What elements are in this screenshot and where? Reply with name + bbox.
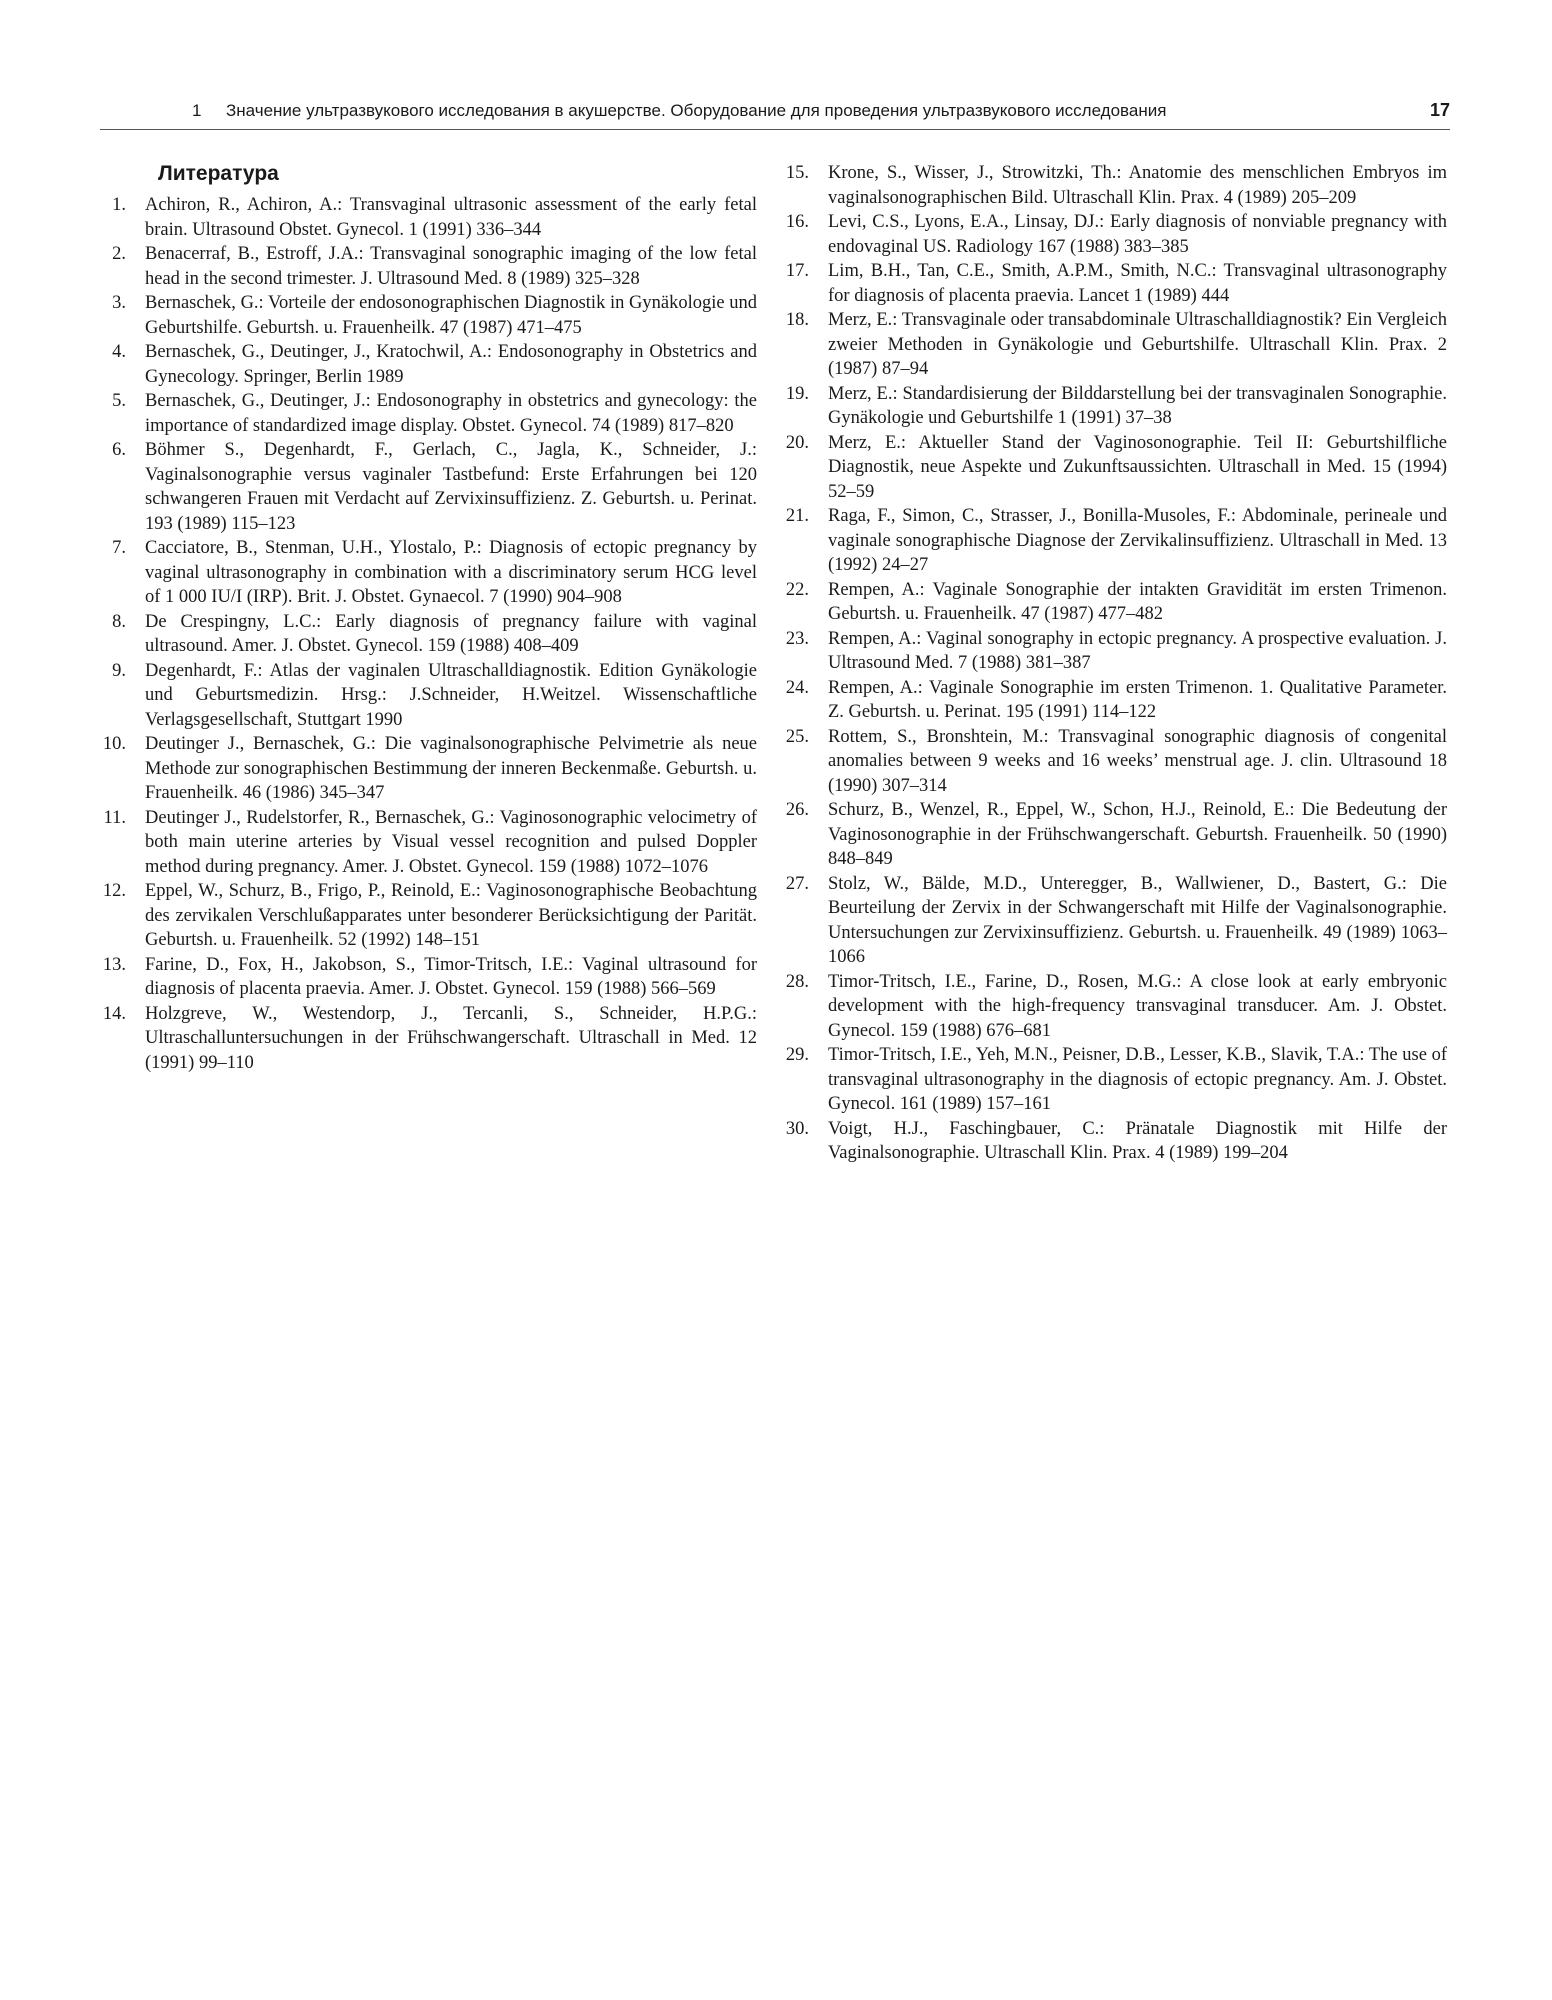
reference-text: Levi, C.S., Lyons, E.A., Linsay, DJ.: Early diagnosis of nonviable pregnancy with endovaginal US. Radiology 167 (1988) 383–385 <box>828 212 1447 257</box>
reference-number: 28. <box>785 971 809 992</box>
reference-text: Schurz, B., Wenzel, R., Eppel, W., Schon, H.J., Reinold, E.: Die Bedeutung der Vaginosonographie in der Frühschwangerschaft. Geburtsh. Frauenheilk. 50 (1990) 848–849 <box>828 800 1447 869</box>
reference-number: 2. <box>112 244 126 264</box>
reference-number: 17. <box>785 261 809 281</box>
reference-item <box>100 291 757 340</box>
reference-number: 18. <box>785 310 809 330</box>
reference-text: Degenhardt, F.: Atlas der vaginalen Ultraschalldiagnostik. Edition Gynäkologie und Geburtsmedizin. Hrsg.: J.Schneider, H.Weitzel. Wissenschaftliche Verlagsgesellschaft, Stuttgart 1990 <box>145 660 757 730</box>
reference-text: Bernaschek, G.: Vorteile der endosonographischen Diagnostik in Gynäkologie und Geburtshilfe. Geburtsh. u. Frauenheilk. 47 (1987) 471–475 <box>145 293 757 338</box>
reference-text: Achiron, R., Achiron, A.: Transvaginal ultrasonic assessment of the early fetal brain. Ultrasound Obstet. Gynecol. 1 (1991) 336–344 <box>145 195 757 240</box>
page-header <box>100 99 1450 130</box>
reference-item <box>783 259 1447 308</box>
reference-text: Stolz, W., Bälde, M.D., Unteregger, B., Wallwiener, D., Bastert, G.: Die Beurteilung der Zervix in der Schwangerschaft mit Hilfe der Vaginalsonographie. Untersuchungen zur Zervixinsuffizienz. Geburtsh. u. Frauenheilk. 49 (1989) 1063–1066 <box>828 873 1447 967</box>
reference-item <box>100 438 757 536</box>
reference-number: 14. <box>102 1003 126 1024</box>
reference-text: Rempen, A.: Vaginale Sonographie im ersten Trimenon. 1. Qualitative Parameter. Z. Geburtsh. u. Perinat. 195 (1991) 114–122 <box>828 677 1447 722</box>
reference-number: 7. <box>112 538 126 558</box>
reference-text: Deutinger J., Bernaschek, G.: Die vaginalsonographische Pelvimetrie als neue Methode zur sonographischen Bestimmung der inneren Beckenmaße. Geburtsh. u. Frauenheilk. 46 (1986) 345–347 <box>145 734 757 803</box>
reference-text: Krone, S., Wisser, J., Strowitzki, Th.: Anatomie des menschlichen Embryos im vaginalsonographischen Bild. Ultraschall Klin. Prax. 4 (1989) 205–209 <box>828 163 1447 208</box>
reference-number: 16. <box>785 212 809 232</box>
reference-number: 12. <box>102 881 126 901</box>
reference-item <box>100 536 757 610</box>
reference-text: Timor-Tritsch, I.E., Yeh, M.N., Peisner, D.B., Lesser, K.B., Slavik, T.A.: The use of transvaginal ultrasonography in the diagnosis of ectopic pregnancy. Am. J. Obstet. Gynecol. 161 (1989) 157–161 <box>828 1045 1447 1114</box>
reference-number: 30. <box>785 1118 809 1139</box>
reference-number: 3. <box>112 293 126 313</box>
reference-text: Merz, E.: Aktueller Stand der Vaginosonographie. Teil II: Geburtshilfliche Diagnostik, neue Aspekte und Zukunftsaussichten. Ultraschall in Med. 15 (1994) 52–59 <box>828 432 1447 502</box>
reference-item <box>783 1043 1447 1117</box>
reference-item <box>783 1117 1447 1166</box>
reference-item <box>783 210 1447 259</box>
reference-number: 8. <box>112 611 126 632</box>
reference-item <box>100 732 757 806</box>
reference-number: 4. <box>112 342 126 362</box>
reference-item <box>100 610 757 659</box>
reference-number: 20. <box>785 432 809 453</box>
reference-number: 26. <box>785 800 809 820</box>
reference-item <box>783 798 1447 872</box>
reference-item <box>783 382 1447 431</box>
reference-number: 5. <box>112 391 126 411</box>
references-right-column <box>783 161 1447 1166</box>
reference-item <box>100 953 757 1002</box>
reference-number: 19. <box>785 383 809 404</box>
reference-text: Bernaschek, G., Deutinger, J., Kratochwil, A.: Endosonography in Obstetrics and Gynecology. Springer, Berlin 1989 <box>145 342 757 387</box>
page-number: 17 <box>1429 100 1450 120</box>
references-left-column <box>100 193 757 1075</box>
reference-number: 22. <box>785 579 809 600</box>
reference-item <box>783 161 1447 210</box>
reference-item <box>783 578 1447 627</box>
reference-item <box>100 389 757 438</box>
reference-text: Timor-Tritsch, I.E., Farine, D., Rosen, M.G.: A close look at early embryonic development with the high-frequency transvaginal transducer. Am. J. Obstet. Gynecol. 159 (1988) 676–681 <box>828 971 1447 1041</box>
reference-text: Merz, E.: Transvaginale oder transabdominale Ultraschalldiagnostik? Ein Vergleich zweier Methoden in Gynäkologie und Geburtshilfe. Ultraschall Klin. Prax. 2 (1987) 87–94 <box>828 310 1447 379</box>
reference-item <box>100 1002 757 1076</box>
reference-number: 9. <box>112 660 126 681</box>
reference-item <box>783 872 1447 970</box>
reference-item <box>783 676 1447 725</box>
reference-text: Böhmer S., Degenhardt, F., Gerlach, C., Jagla, K., Schneider, J.: Vaginalsonographie versus vaginaler Tastbefund: Erste Erfahrungen bei 120 schwangeren Frauen mit Verdacht auf Zervixinsuffizienz. Z. Geburtsh. u. Perinat. 193 (1989) 115–123 <box>145 440 757 534</box>
reference-text: Holzgreve, W., Westendorp, J., Tercanli, S., Schneider, H.P.G.: Ultraschalluntersuchungen in der Frühschwangerschaft. Ultraschall in Med. 12 (1991) 99–110 <box>145 1003 757 1073</box>
reference-text: Merz, E.: Standardisierung der Bilddarstellung bei der transvaginalen Sonographie. Gynäkologie und Geburtshilfe 1 (1991) 37–38 <box>828 383 1447 428</box>
running-title: Значение ультразвукового исследования в акушерстве. Оборудование для проведения ультразвукового исследования <box>226 101 1167 120</box>
reference-number: 25. <box>785 726 809 747</box>
reference-item <box>100 806 757 880</box>
chapter-number: 1 <box>192 101 202 120</box>
reference-item <box>783 504 1447 578</box>
reference-text: Deutinger J., Rudelstorfer, R., Bernaschek, G.: Vaginosonographic velocimetry of both main uterine arteries by Visual vessel recognition and pulsed Doppler method during pregnancy. Amer. J. Obstet. Gynecol. 159 (1988) 1072–1076 <box>145 807 757 877</box>
reference-number: 27. <box>785 873 809 894</box>
reference-number: 24. <box>785 677 809 698</box>
reference-number: 15. <box>785 163 809 183</box>
reference-item <box>783 970 1447 1044</box>
section-title: Литература <box>158 162 279 185</box>
reference-text: Cacciatore, B., Stenman, U.H., Ylostalo, P.: Diagnosis of ectopic pregnancy by vaginal ultrasonography in combination with a discriminatory serum HCG level of 1 000 IU/I (IRP). Brit. J. Obstet. Gynaecol. 7 (1990) 904–908 <box>145 538 757 607</box>
reference-item <box>783 431 1447 505</box>
reference-item <box>100 193 757 242</box>
reference-item <box>783 627 1447 676</box>
reference-item <box>783 308 1447 382</box>
reference-text: Voigt, H.J., Faschingbauer, C.: Pränatale Diagnostik mit Hilfe der Vaginalsonographie. Ultraschall Klin. Prax. 4 (1989) 199–204 <box>828 1118 1447 1163</box>
reference-text: Raga, F., Simon, C., Strasser, J., Bonilla-Musoles, F.: Abdominale, perineale und vaginale sonographische Diagnose der Zervikalinsuffizienz. Ultraschall in Med. 13 (1992) 24–27 <box>828 506 1447 575</box>
reference-item <box>783 725 1447 799</box>
reference-number: 23. <box>785 628 809 649</box>
reference-text: Rempen, A.: Vaginal sonography in ectopic pregnancy. A prospective evaluation. J. Ultrasound Med. 7 (1988) 381–387 <box>828 628 1447 673</box>
reference-item <box>100 340 757 389</box>
reference-number: 1. <box>112 195 126 215</box>
reference-text: Rempen, A.: Vaginale Sonographie der intakten Gravidität im ersten Trimenon. Geburtsh. u. Frauenheilk. 47 (1987) 477–482 <box>828 579 1447 624</box>
reference-text: Eppel, W., Schurz, B., Frigo, P., Reinold, E.: Vaginosonographische Beobachtung des zervikalen Verschlußapparates unter besonderer Berücksichtigung der Parität. Geburtsh. u. Frauenheilk. 52 (1992) 148–151 <box>145 881 757 950</box>
reference-text: Benacerraf, B., Estroff, J.A.: Transvaginal sonographic imaging of the low fetal head in the second trimester. J. Ultrasound Med. 8 (1989) 325–328 <box>145 244 757 289</box>
reference-text: Farine, D., Fox, H., Jakobson, S., Timor-Tritsch, I.E.: Vaginal ultrasound for diagnosis of placenta praevia. Amer. J. Obstet. Gynecol. 159 (1988) 566–569 <box>145 954 757 999</box>
reference-number: 6. <box>112 440 126 460</box>
reference-number: 29. <box>785 1045 809 1065</box>
reference-text: De Crespingny, L.C.: Early diagnosis of pregnancy failure with vaginal ultrasound. Amer. J. Obstet. Gynecol. 159 (1988) 408–409 <box>145 611 757 656</box>
reference-number: 11. <box>103 807 126 828</box>
reference-text: Rottem, S., Bronshtein, M.: Transvaginal sonographic diagnosis of congenital anomalies between 9 weeks and 16 weeks’ menstrual age. J. clin. Ultrasound 18 (1990) 307–314 <box>828 726 1447 796</box>
reference-number: 13. <box>102 954 126 975</box>
reference-item <box>100 242 757 291</box>
reference-number: 10. <box>102 734 126 754</box>
reference-item <box>100 879 757 953</box>
reference-number: 21. <box>785 506 809 526</box>
reference-item <box>100 659 757 733</box>
reference-text: Lim, B.H., Tan, C.E., Smith, A.P.M., Smith, N.C.: Transvaginal ultrasonography for diagnosis of placenta praevia. Lancet 1 (1989) 444 <box>828 261 1447 306</box>
reference-text: Bernaschek, G., Deutinger, J.: Endosonography in obstetrics and gynecology: the importance of standardized image display. Obstet. Gynecol. 74 (1989) 817–820 <box>145 391 757 436</box>
